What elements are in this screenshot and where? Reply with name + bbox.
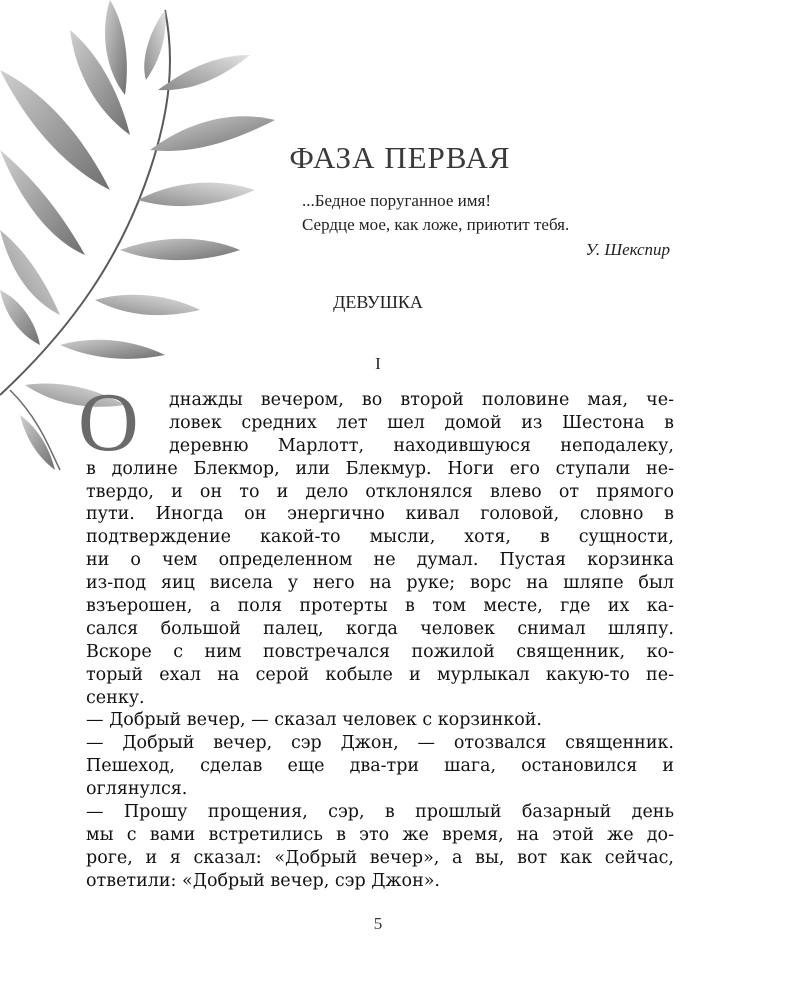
- text-line: Вскоре с ним повстречался пожилой священник, ко-: [86, 641, 674, 662]
- epigraph-author: У. Шекспир: [585, 240, 670, 259]
- text-line: взъерошен, а поля протерты в том месте, где их ка-: [86, 596, 674, 617]
- section-number: I: [375, 354, 381, 373]
- text-line: ловек средних лет шел домой из Шестона в: [169, 412, 674, 433]
- chapter-title: ДЕВУШКА: [333, 292, 423, 312]
- text-line: оглянулся.: [86, 779, 188, 800]
- text-line: пути. Иногда он энергично кивал головой, словно в: [86, 504, 674, 525]
- text-line: твердо, и он то и дело отклонялся влево от прямого: [86, 481, 674, 502]
- phase-title: ФАЗА ПЕРВАЯ: [289, 140, 511, 175]
- epigraph-line: ...Бедное поруганное имя!: [302, 191, 492, 210]
- text-line: — Добрый вечер, сэр Джон, — отозвался священник.: [86, 733, 674, 754]
- page-number: 5: [373, 914, 383, 933]
- text-line: сался большой палец, когда человек снимал шляпу.: [86, 618, 674, 639]
- text-line: мы с вами встретились в это же время, на этой же до-: [86, 824, 674, 845]
- text-line: деревню Марлотт, находившуюся неподалеку,: [169, 435, 674, 456]
- text-line: ни о чем определенном не думал. Пустая корзинка: [86, 550, 674, 571]
- text-line: сенку.: [86, 687, 145, 708]
- text-line: днажды вечером, во второй половине мая, че-: [169, 390, 674, 410]
- text-line: роге, и я сказал: «Добрый вечер», а вы, вот как сейчас,: [86, 847, 674, 868]
- text-line: подтверждение какой-то мысли, хотя, в сущности,: [86, 527, 674, 548]
- text-line: ответили: «Добрый вечер, сэр Джон».: [86, 870, 440, 891]
- drop-cap: О: [78, 376, 139, 469]
- epigraph: [302, 189, 569, 237]
- body-text: [78, 376, 674, 893]
- text-line: из-под яиц висела у него на руке; ворс на шляпе был: [86, 573, 674, 594]
- text-line: торый ехал на серой кобыле и мурлыкал какую-то пе-: [86, 664, 674, 685]
- text-line: в долине Блекмор, или Блекмур. Ноги его ступали не-: [86, 458, 674, 479]
- text-line: — Добрый вечер, — сказал человек с корзинкой.: [86, 710, 542, 731]
- epigraph-line: Сердце мое, как ложе, приютит тебя.: [302, 215, 570, 234]
- text-line: — Прошу прощения, сэр, в прошлый базарный день: [86, 802, 674, 823]
- text-line: Пешеход, сделав еще два-три шага, остановился и: [86, 756, 674, 777]
